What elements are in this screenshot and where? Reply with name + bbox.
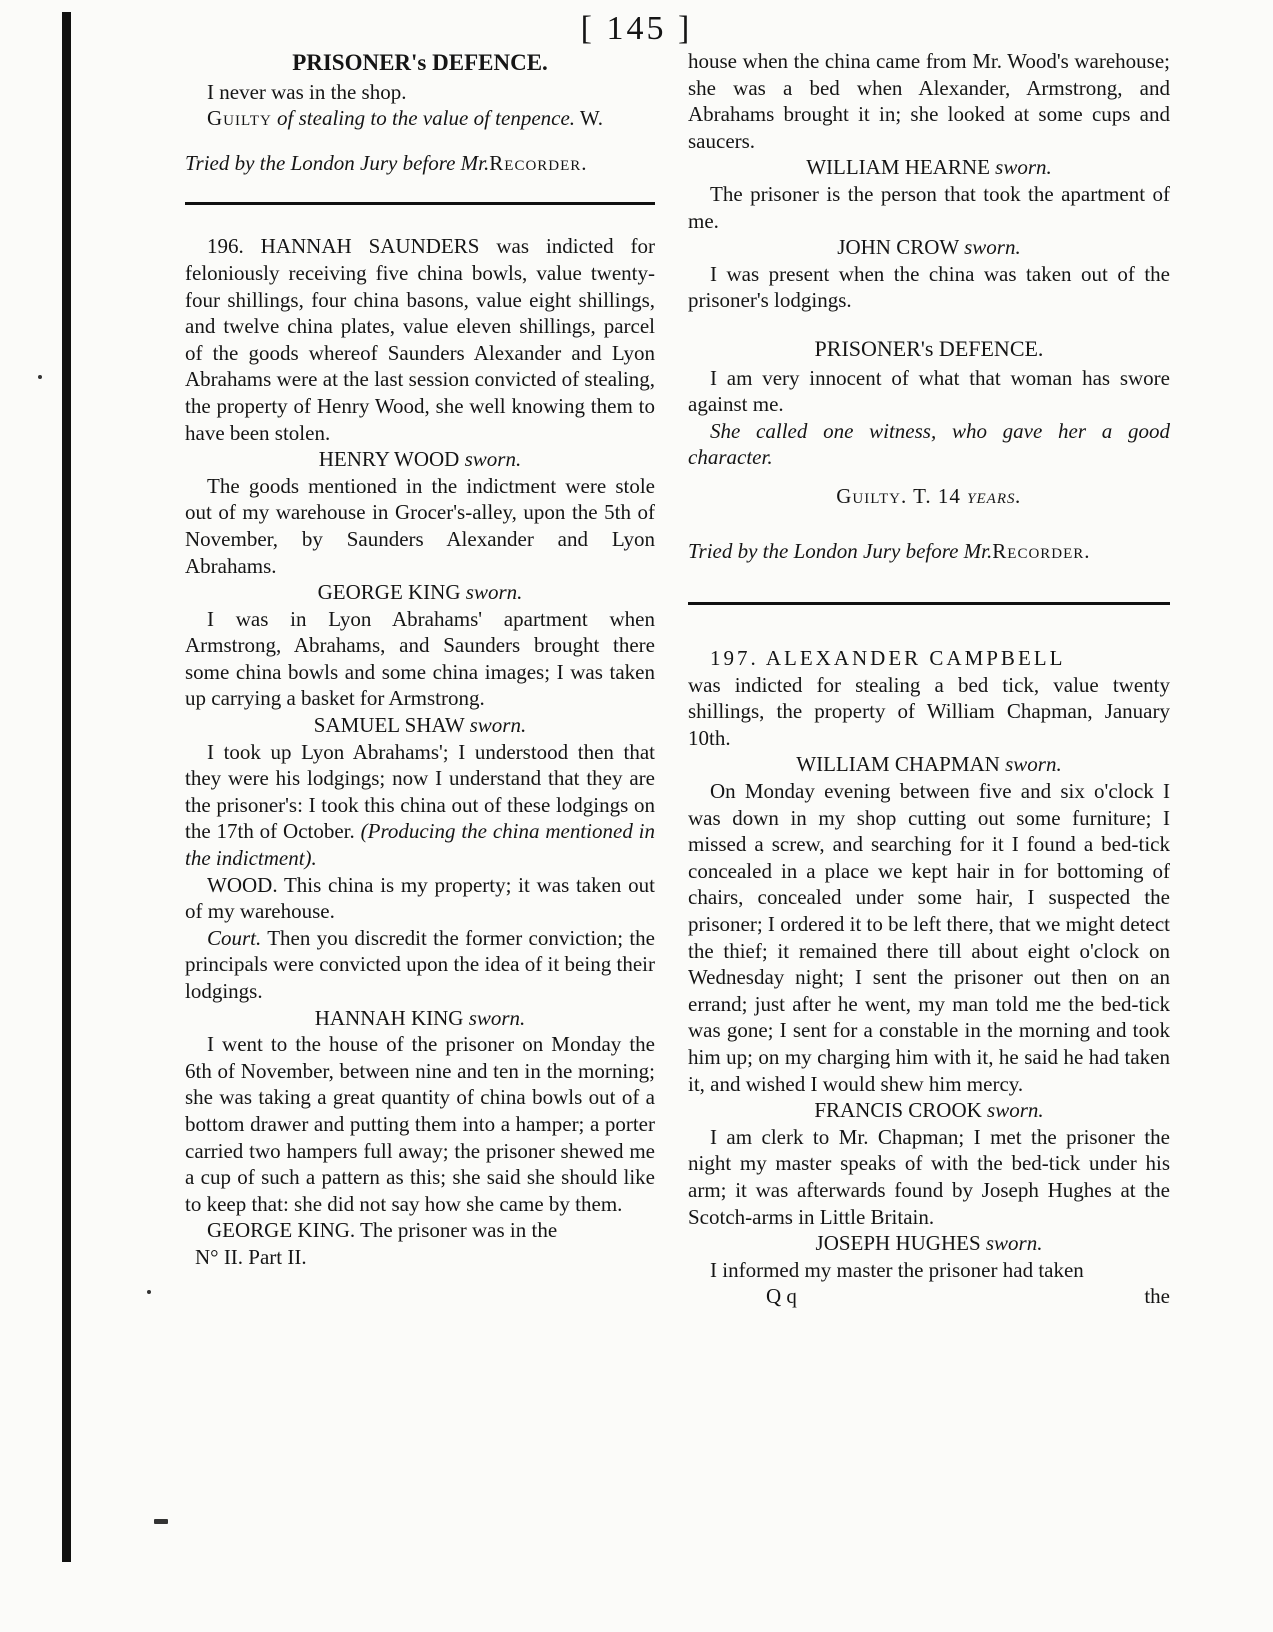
witness-name: SAMUEL SHAW bbox=[313, 713, 465, 738]
statement-text: Then you discredit the former conviction; the principals were convicted upon the idea of it being their lodgings. bbox=[185, 925, 656, 1003]
signature-mark: Q q bbox=[766, 1284, 797, 1309]
speck bbox=[38, 375, 42, 379]
sworn-label: sworn. bbox=[469, 713, 527, 738]
verdict-years: years. bbox=[967, 483, 1022, 508]
verdict-sentence: T. 14 bbox=[913, 483, 961, 508]
section-rule bbox=[185, 202, 655, 205]
witness-name: HENRY WOOD bbox=[318, 447, 460, 472]
verdict-line bbox=[185, 105, 655, 132]
jury-line bbox=[185, 150, 655, 177]
page-footer bbox=[688, 1283, 1170, 1310]
sworn-label: sworn. bbox=[468, 1005, 526, 1030]
witness-heading bbox=[688, 1230, 1170, 1257]
speck bbox=[147, 1290, 151, 1294]
witness-heading bbox=[185, 1005, 655, 1032]
speaker-label: Court. bbox=[207, 925, 262, 950]
witness-testimony: The prisoner is the person that took the apartment of me. bbox=[688, 181, 1170, 233]
page-number: [ 145 ] bbox=[580, 10, 693, 47]
witness-heading bbox=[688, 154, 1170, 181]
stage-note: (Producing the china mentioned in the indictment). bbox=[185, 819, 656, 871]
witness-heading bbox=[688, 234, 1170, 261]
verdict-line bbox=[688, 483, 1170, 510]
jury-line bbox=[688, 538, 1170, 565]
defence-heading: PRISONER's DEFENCE. bbox=[292, 50, 548, 75]
court-statement bbox=[185, 925, 655, 1005]
witness-heading bbox=[688, 751, 1170, 778]
witness-name: WILLIAM CHAPMAN bbox=[796, 752, 1000, 777]
sworn-label: sworn. bbox=[987, 1098, 1044, 1123]
left-column bbox=[185, 48, 655, 1271]
right-column bbox=[688, 48, 1170, 1310]
verdict-label: Guilty. bbox=[836, 483, 908, 508]
defence-statement: I am very innocent of what that woman has swore against me. bbox=[688, 365, 1170, 417]
testimony-text: I took up Lyon Abrahams'; I understood then that they were his lodgings; now I understand that they are the prisoner's: I took this china out of these lodgings on the 17th of October. bbox=[185, 739, 655, 844]
case-196-indictment: 196. HANNAH SAUNDERS was indicted for feloniously receiving five china bowls, value twenty-four shillings, four china basons, value eight shillings, and twelve china plates, value eleven shillings, parcel of the goods whereof Saunders Alexander and Lyon Abrahams were at the last session convicted of stealing, the property of Henry Wood, she well knowing them to have been stolen. bbox=[185, 234, 655, 445]
witness-name: JOHN CROW bbox=[837, 235, 959, 260]
witness-heading bbox=[688, 1097, 1170, 1124]
defence-statement: I never was in the shop. bbox=[207, 79, 407, 104]
sworn-label: sworn. bbox=[985, 1231, 1043, 1256]
george-king-statement bbox=[185, 1217, 655, 1244]
witness-name: GEORGE KING bbox=[317, 580, 461, 605]
verdict-text: of stealing to the value of tenpence. bbox=[277, 106, 576, 131]
defence-heading: PRISONER's DEFENCE. bbox=[814, 335, 1044, 361]
witness-testimony: The goods mentioned in the indictment were stole out of my warehouse in Grocer's-alley, upon the 5th of November, by Saunders Alexander and Lyon Abrahams. bbox=[185, 473, 655, 578]
witness-name: FRANCIS CROOK bbox=[814, 1098, 982, 1123]
defence-note: She called one witness, who gave her a good character. bbox=[688, 418, 1170, 470]
jury-text: Tried by the London Jury before Mr. bbox=[688, 538, 993, 563]
sworn-label: sworn. bbox=[465, 580, 523, 605]
statement-text: This china is my property; it was taken out of my warehouse. bbox=[185, 872, 655, 924]
jury-text: Tried by the London Jury before Mr. bbox=[185, 150, 490, 175]
witness-heading bbox=[185, 712, 655, 739]
case-197-heading: 197. ALEXANDER CAMPBELL bbox=[710, 646, 1066, 671]
section-rule bbox=[688, 602, 1170, 605]
speck bbox=[154, 1519, 168, 1524]
witness-name: WILLIAM HEARNE bbox=[806, 155, 990, 180]
recorder: Recorder. bbox=[992, 538, 1091, 563]
binding-edge bbox=[62, 12, 71, 1562]
witness-heading bbox=[185, 446, 655, 473]
witness-testimony: I was present when the china was taken out of the prisoner's lodgings. bbox=[688, 261, 1170, 313]
witness-testimony: On Monday evening between five and six o'clock I was down in my shop cutting out some furniture; I missed a screw, and searching for it I found a bed-tick concealed in a place we kept hair in for bottoming of chairs, concealed under some hair, I suspected the prisoner; I ordered it to be left there, that we might detect the thief; it remained there till about eight o'clock on Wednesday night; I sent the prisoner out then on an errand; just after he went, my man told me the bed-tick was gone; I sent for a constable in the morning and took him up; on my charging him with it, he said he had taken it, and wished I would shew him mercy. bbox=[688, 779, 1170, 1096]
witness-testimony: I am clerk to Mr. Chapman; I met the prisoner the night my master speaks of with the bed-tick under his arm; it was afterwards found by Joseph Hughes at the Scotch-arms in Little Britain. bbox=[688, 1124, 1170, 1229]
sworn-label: sworn. bbox=[464, 447, 522, 472]
witness-name: HANNAH KING bbox=[314, 1005, 464, 1030]
signature-number: N° II. Part II. bbox=[195, 1244, 307, 1269]
speaker-label: GEORGE KING. bbox=[207, 1218, 356, 1243]
statement-text: The prisoner was in the bbox=[360, 1218, 558, 1243]
witness-testimony bbox=[185, 739, 655, 872]
verdict-label: Guilty bbox=[207, 106, 272, 131]
recorder: Recorder. bbox=[489, 150, 588, 175]
wood-statement bbox=[185, 872, 655, 925]
witness-name: JOSEPH HUGHES bbox=[815, 1231, 981, 1256]
sworn-label: sworn. bbox=[964, 235, 1021, 260]
witness-testimony: I went to the house of the prisoner on Monday the 6th of November, between nine and ten in the morning; she was taking a great quantity of china bowls out of a bottom drawer and putting them into a hamper; a porter carried two hampers full away; the prisoner shewed me a cup of such a pattern as this; she said she should like to keep that: she did not say how she came by them. bbox=[185, 1032, 655, 1216]
continued-testimony: house when the china came from Mr. Wood's warehouse; she was a bed when Alexander, Armstrong, and Abrahams brought it in; she looked at some cups and saucers. bbox=[688, 49, 1170, 153]
sworn-label: sworn. bbox=[1005, 752, 1062, 777]
witness-testimony: I was in Lyon Abrahams' apartment when Armstrong, Abrahams, and Saunders brought there some china bowls and some china images; I was taken up carrying a basket for Armstrong. bbox=[185, 606, 655, 711]
case-197-indictment: was indicted for stealing a bed tick, value twenty shillings, the property of William Chapman, January 10th. bbox=[688, 672, 1170, 750]
witness-heading bbox=[185, 579, 655, 606]
sworn-label: sworn. bbox=[995, 155, 1052, 180]
witness-testimony: I informed my master the prisoner had taken bbox=[710, 1257, 1084, 1282]
catchword: the bbox=[1144, 1284, 1170, 1309]
verdict-mark: W. bbox=[579, 106, 604, 131]
speaker-label: WOOD. bbox=[207, 872, 278, 897]
